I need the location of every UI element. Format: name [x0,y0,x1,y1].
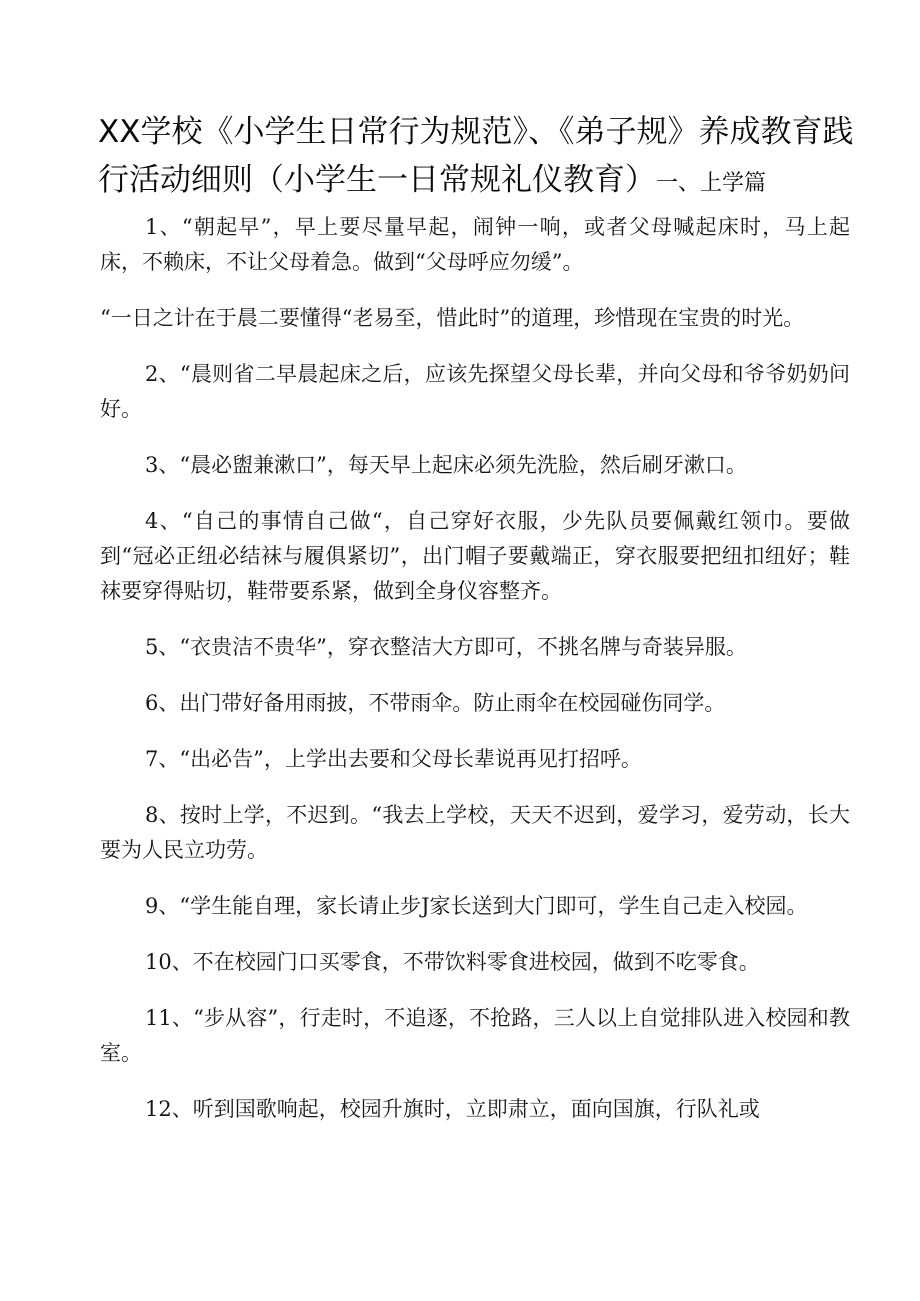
paragraph-7: 6、出门带好备用雨披，不带雨伞。防止雨伞在校园碰伤同学。 [145,691,726,715]
paragraph-8: 7、“出必告”，上学出去要和父母长辈说再见打招呼。 [145,747,642,771]
document-body [100,210,850,1148]
title-main: XX学校《小学生日常行为规范》、《弟子规》养成教育践行活动细则（小学生一日常规礼仪教育） [98,114,854,198]
paragraph-13: 12、听到国歌响起，校园升旗时，立即肃立，面向国旗，行队礼或 [145,1097,760,1121]
paragraph-5: 4、“自己的事情自己做“，自己穿好衣服，少先队员要佩戴红领巾。要做到“冠必正纽必结袜与履俱紧切”，出门帽子要戴端正，穿衣服要把纽扣纽好；鞋袜要穿得贴切，鞋带要系紧，做到全身仪容整齐。 [100,509,850,603]
paragraph-11: 10、不在校园门口买零食，不带饮料零食进校园，做到不吃零食。 [145,950,760,974]
title-section-heading: 一、上学篇 [656,171,767,196]
paragraph-6: 5、“衣贵洁不贵华”，穿衣整洁大方即可，不挑名牌与奇装异服。 [145,635,747,659]
document-title [98,108,858,208]
paragraph-10: 9、“学生能自理，家长请止步J家长送到大门即可，学生自己走入校园。 [145,894,808,918]
paragraph-4: 3、“晨必盥兼漱口”，每天早上起床必须先洗脸，然后刷牙漱口。 [145,453,747,477]
paragraph-2: “一日之计在于晨二要懂得“老易至，惜此时”的道理，珍惜现在宝贵的时光。 [100,306,805,330]
paragraph-3: 2、“晨则省二早晨起床之后，应该先探望父母长辈，并向父母和爷爷奶奶问好。 [100,362,850,421]
paragraph-1: 1、“朝起早”，早上要尽量早起，闹钟一响，或者父母喊起床时，马上起床，不赖床，不让父母着急。做到“父母呼应勿缓”。 [100,215,850,274]
paragraph-9: 8、按时上学，不迟到。“我去上学校，天天不迟到，爱学习，爱劳动，长大要为人民立功劳。 [100,803,850,862]
paragraph-12: 11、“步从容”，行走时，不追逐，不抢路，三人以上自觉排队进入校园和教室。 [100,1006,850,1065]
